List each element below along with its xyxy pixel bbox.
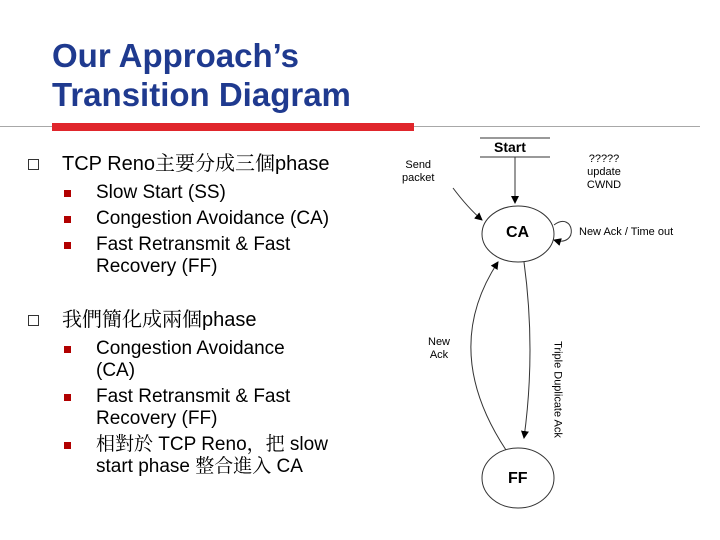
sub-bullet-item bbox=[62, 234, 330, 278]
hollow-square-bullet-icon bbox=[28, 315, 39, 326]
bullet-list-reno bbox=[28, 152, 330, 282]
sub-bullet-list bbox=[62, 182, 330, 278]
sub-bullet-text: 相對於 TCP Reno，把 slow start phase 整合進入 CA bbox=[96, 434, 328, 477]
sub-bullet-item bbox=[62, 338, 328, 382]
square-bullet-icon bbox=[64, 346, 71, 353]
sub-bullet-text: Fast Retransmit & Fast Recovery (FF) bbox=[96, 234, 291, 277]
square-bullet-icon bbox=[64, 242, 71, 249]
bullet-text: 我們簡化成兩個phase bbox=[62, 309, 257, 331]
new-ack-timeout-label: New Ack / Time out bbox=[579, 226, 674, 238]
sub-bullet-text: Congestion Avoidance (CA) bbox=[96, 208, 330, 229]
square-bullet-icon bbox=[64, 394, 71, 401]
triple-dup-ack-arrow bbox=[524, 262, 530, 438]
triple-duplicate-ack-label: Triple Duplicate Ack bbox=[551, 341, 564, 438]
send-packet-arrow bbox=[453, 188, 482, 220]
send-packet-label: Send packet bbox=[402, 159, 435, 184]
bullet-text: TCP Reno主要分成三個phase bbox=[62, 153, 330, 175]
sub-bullet-item bbox=[62, 386, 328, 430]
sub-bullet-text: Congestion Avoidance (CA) bbox=[96, 338, 285, 381]
transition-diagram bbox=[390, 130, 710, 530]
sub-bullet-item bbox=[62, 434, 328, 478]
sub-bullet-text: Slow Start (SS) bbox=[96, 182, 226, 203]
new-ack-label: New Ack bbox=[428, 336, 451, 361]
slide-title bbox=[52, 36, 351, 114]
square-bullet-icon bbox=[64, 216, 71, 223]
update-cwnd-label: ????? update CWND bbox=[586, 153, 622, 191]
ca-self-loop-arrow bbox=[554, 221, 571, 241]
bullet-item-two-phases bbox=[28, 308, 328, 478]
slide-title-line-1: Our Approach’s bbox=[52, 37, 299, 74]
sub-bullet-text: Fast Retransmit & Fast Recovery (FF) bbox=[96, 386, 291, 429]
hollow-square-bullet-icon bbox=[28, 159, 39, 170]
bullet-list-simplified bbox=[28, 308, 328, 482]
new-ack-arrow bbox=[471, 262, 506, 450]
ca-state-label: CA bbox=[506, 224, 530, 241]
start-label: Start bbox=[494, 139, 526, 155]
sub-bullet-item bbox=[62, 182, 330, 204]
slide-title-line-2: Transition Diagram bbox=[52, 76, 351, 113]
square-bullet-icon bbox=[64, 190, 71, 197]
sub-bullet-list bbox=[62, 338, 328, 478]
ff-state-label: FF bbox=[508, 470, 528, 487]
title-accent-bar bbox=[52, 123, 414, 131]
sub-bullet-item bbox=[62, 208, 330, 230]
bullet-item-reno-phases bbox=[28, 152, 330, 278]
square-bullet-icon bbox=[64, 442, 71, 449]
